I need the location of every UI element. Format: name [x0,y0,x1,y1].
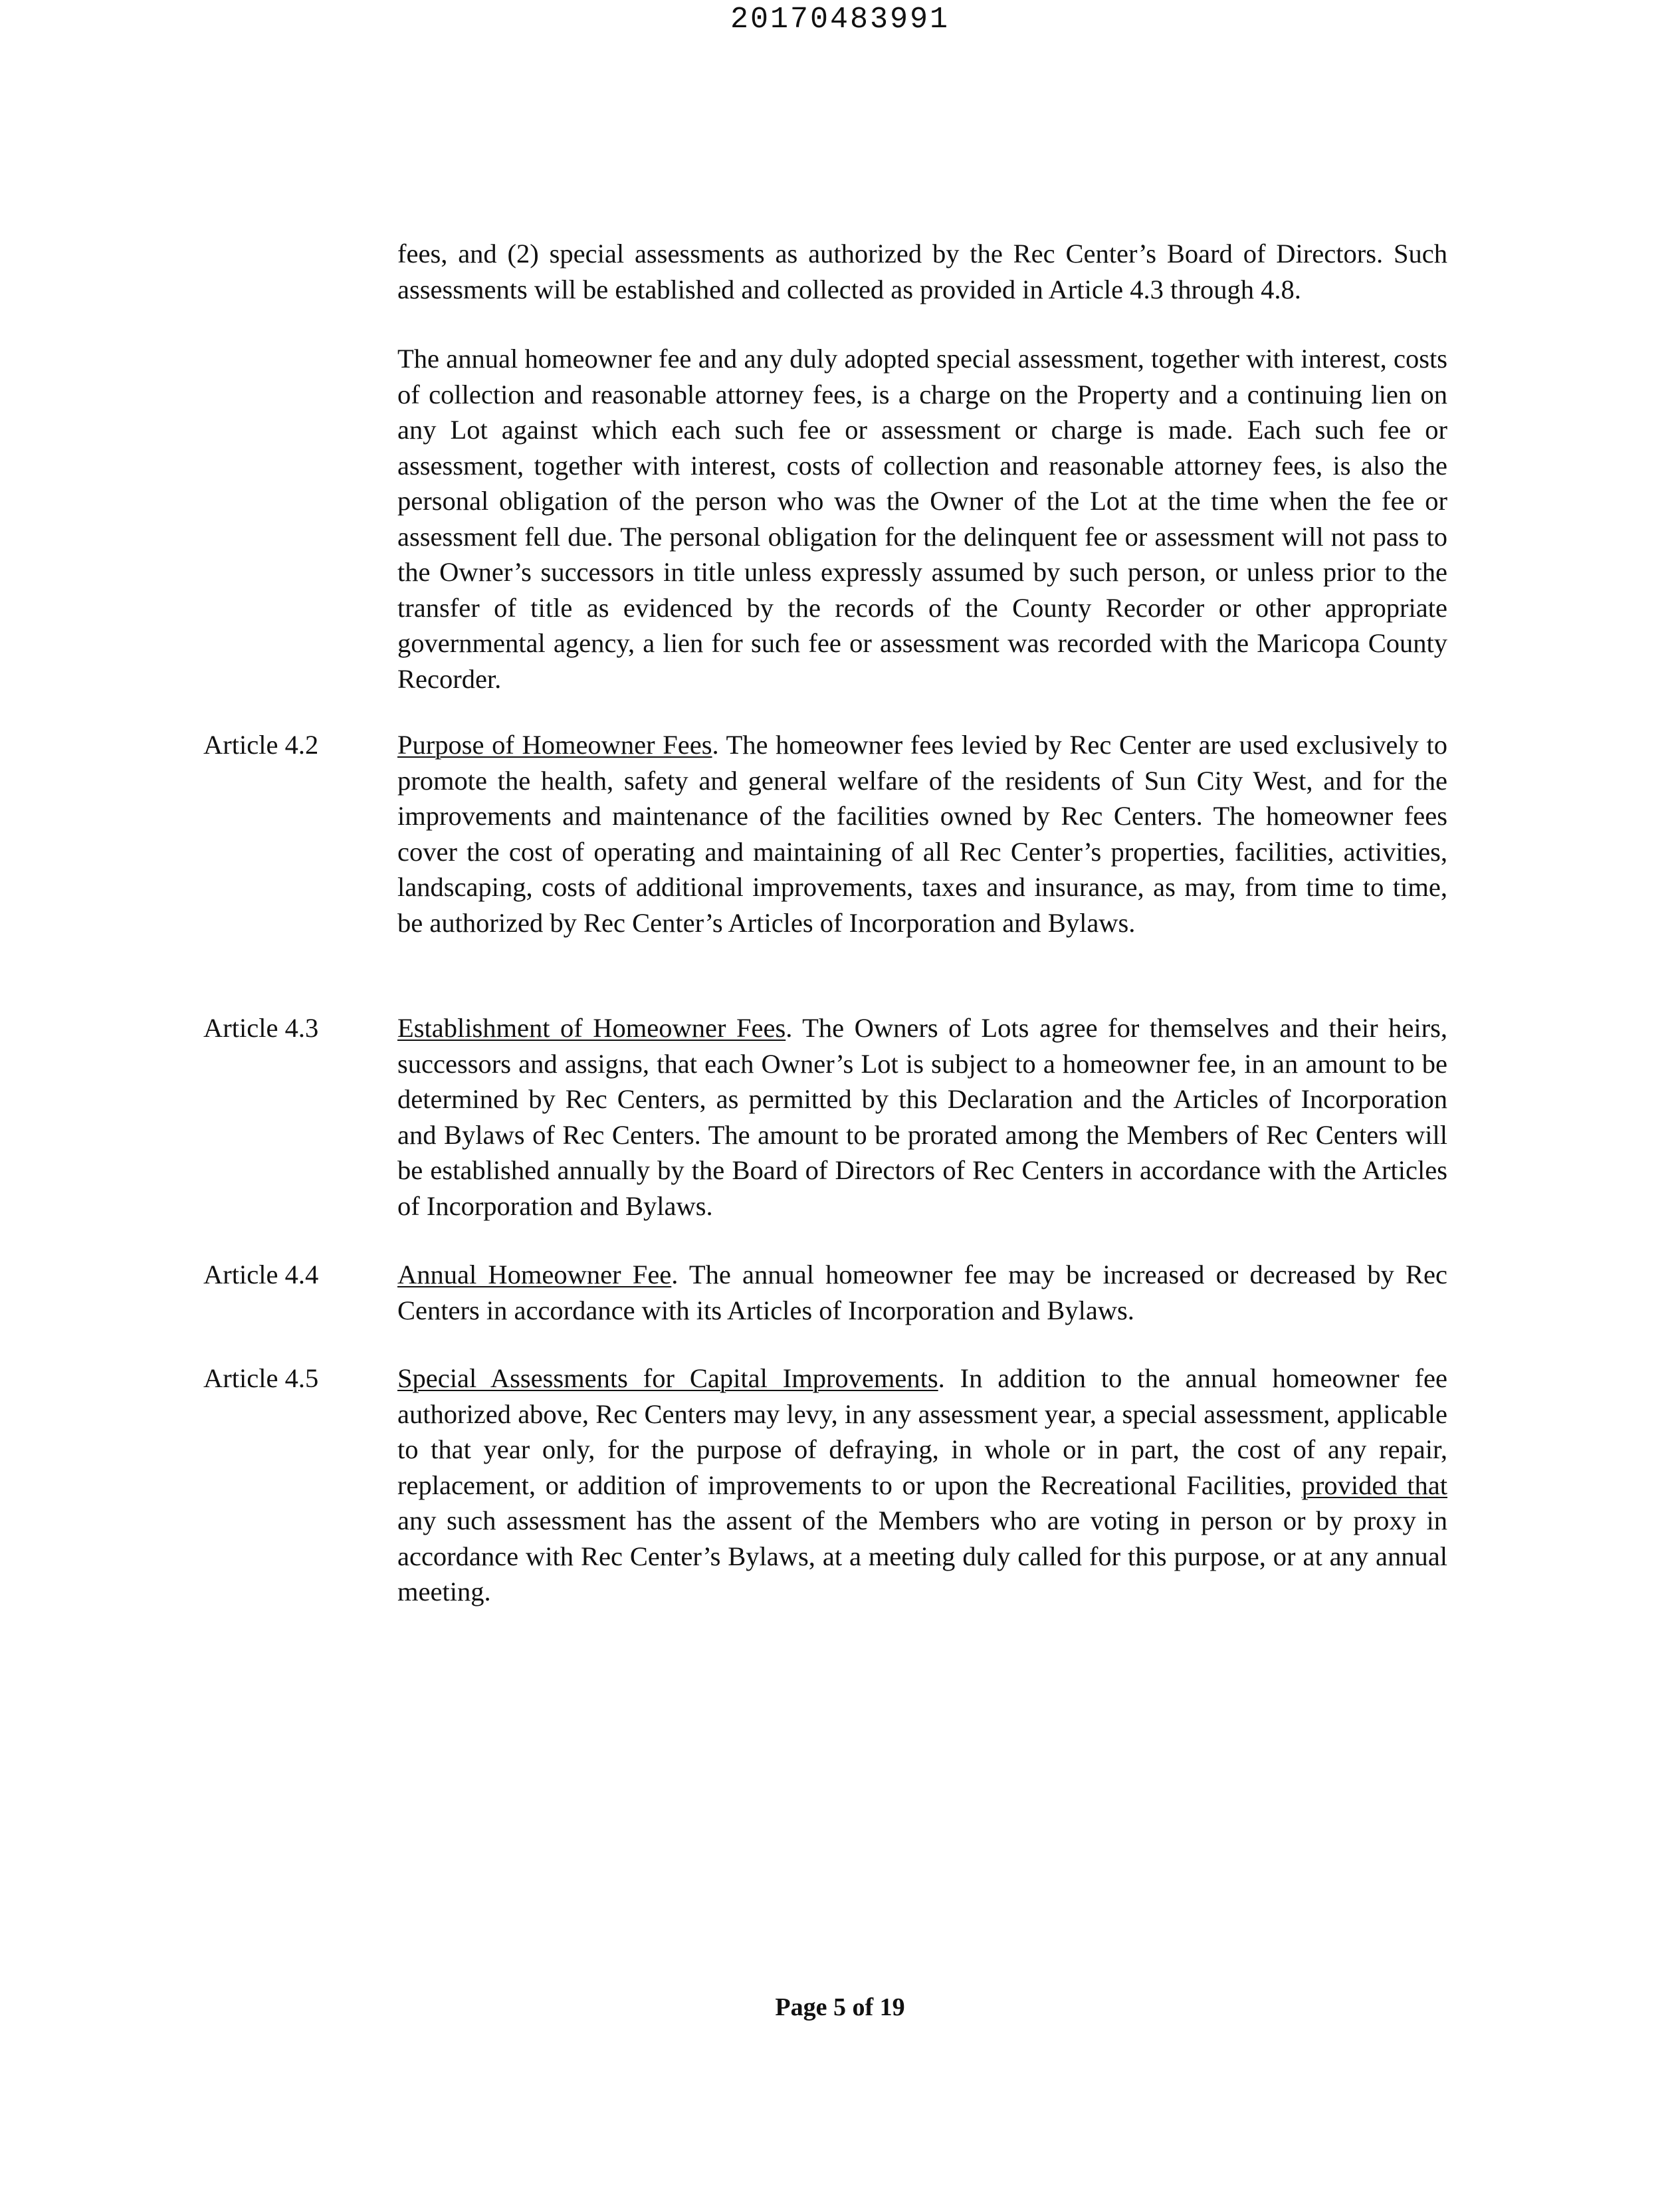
intro-paragraph-1: fees, and (2) special assessments as authorized by the Rec Center’s Board of Directors. Such assessments will be established and collected as provided in Article 4.3 through 4.8. [397,239,1447,304]
article-4-5-label: Article 4.5 [203,1363,319,1393]
article-4-4-title: Annual Homeowner Fee [397,1260,672,1289]
article-4-5-provided-that: provided that [1301,1470,1447,1500]
article-4-2-body: . The homeowner fees levied by Rec Center are used exclusively to promote the health, safety and general welfare of the residents of Sun City West, and for the improvements and maintenance of the facilities owned by Rec Centers. The homeowner fees cover the cost of operating and maintaining of all Rec Center’s properties, facilities, activities, landscaping, costs of additional improvements, taxes and insurance, as may, from time to time, be authorized by Rec Center’s Articles of Incorporation and Bylaws. [397,730,1447,938]
intro-paragraph-2: The annual homeowner fee and any duly adopted special assessment, together with interest, costs of collection and reasonable attorney fees, is a charge on the Property and a continuing lien on any Lot against which each such fee or assessment or charge is made. Each such fee or assessment, together with interest, costs of collection and reasonable attorney fees, is also the personal obligation of the person who was the Owner of the Lot at the time when the fee or assessment fell due. The personal obligation for the delinquent fee or assessment will not pass to the Owner’s successors in title unless expressly assumed by such person, or unless prior to the transfer of title as evidenced by the records of the County Recorder or other appropriate governmental agency, a lien for such fee or assessment was recorded with the Maricopa County Recorder. [397,344,1447,694]
article-4-3-title: Establishment of Homeowner Fees [397,1013,786,1043]
article-4-5-body-b: any such assessment has the assent of the Members who are voting in person or by proxy in accordance with Rec Center’s Bylaws, at a meeting duly called for this purpose, or at any annual meeting. [397,1505,1447,1606]
article-4-5-body-a: . In addition to the annual homeowner fee authorized above, Rec Centers may levy, in any assessment year, a special assessment, applicable to that year only, for the purpose of defraying, in whole or in part, the cost of any repair, replacement, or addition of improvements to or upon the Recreational Facilities, [397,1363,1447,1500]
article-4-2-title: Purpose of Homeowner Fees [397,730,712,760]
article-4-4-body: . The annual homeowner fee may be increased or decreased by Rec Centers in accordance with its Articles of Incorporation and Bylaws. [397,1260,1448,1325]
article-4-3-body: . The Owners of Lots agree for themselves and their heirs, successors and assigns, that each Owner’s Lot is subject to a homeowner fee, in an amount to be determined by Rec Centers, as permitted by this Declaration and the Articles of Incorporation and Bylaws of Rec Centers. The amount to be prorated among the Members of Rec Centers will be established annually by the Board of Directors of Rec Centers in accordance with the Articles of Incorporation and Bylaws. [397,1013,1447,1221]
article-4-2-label: Article 4.2 [203,730,319,760]
article-4-3-text [397,1010,1447,1224]
article-4-3-label: Article 4.3 [203,1013,319,1043]
document-number: 20170483991 [730,3,950,37]
article-4-4-label: Article 4.4 [203,1260,319,1289]
article-4-4-text [397,1257,1447,1328]
article-4-5-title: Special Assessments for Capital Improvements [397,1363,938,1393]
page-number: Page 5 of 19 [775,1993,905,2021]
article-4-2-text [397,727,1447,940]
article-4-5-text [397,1361,1447,1610]
